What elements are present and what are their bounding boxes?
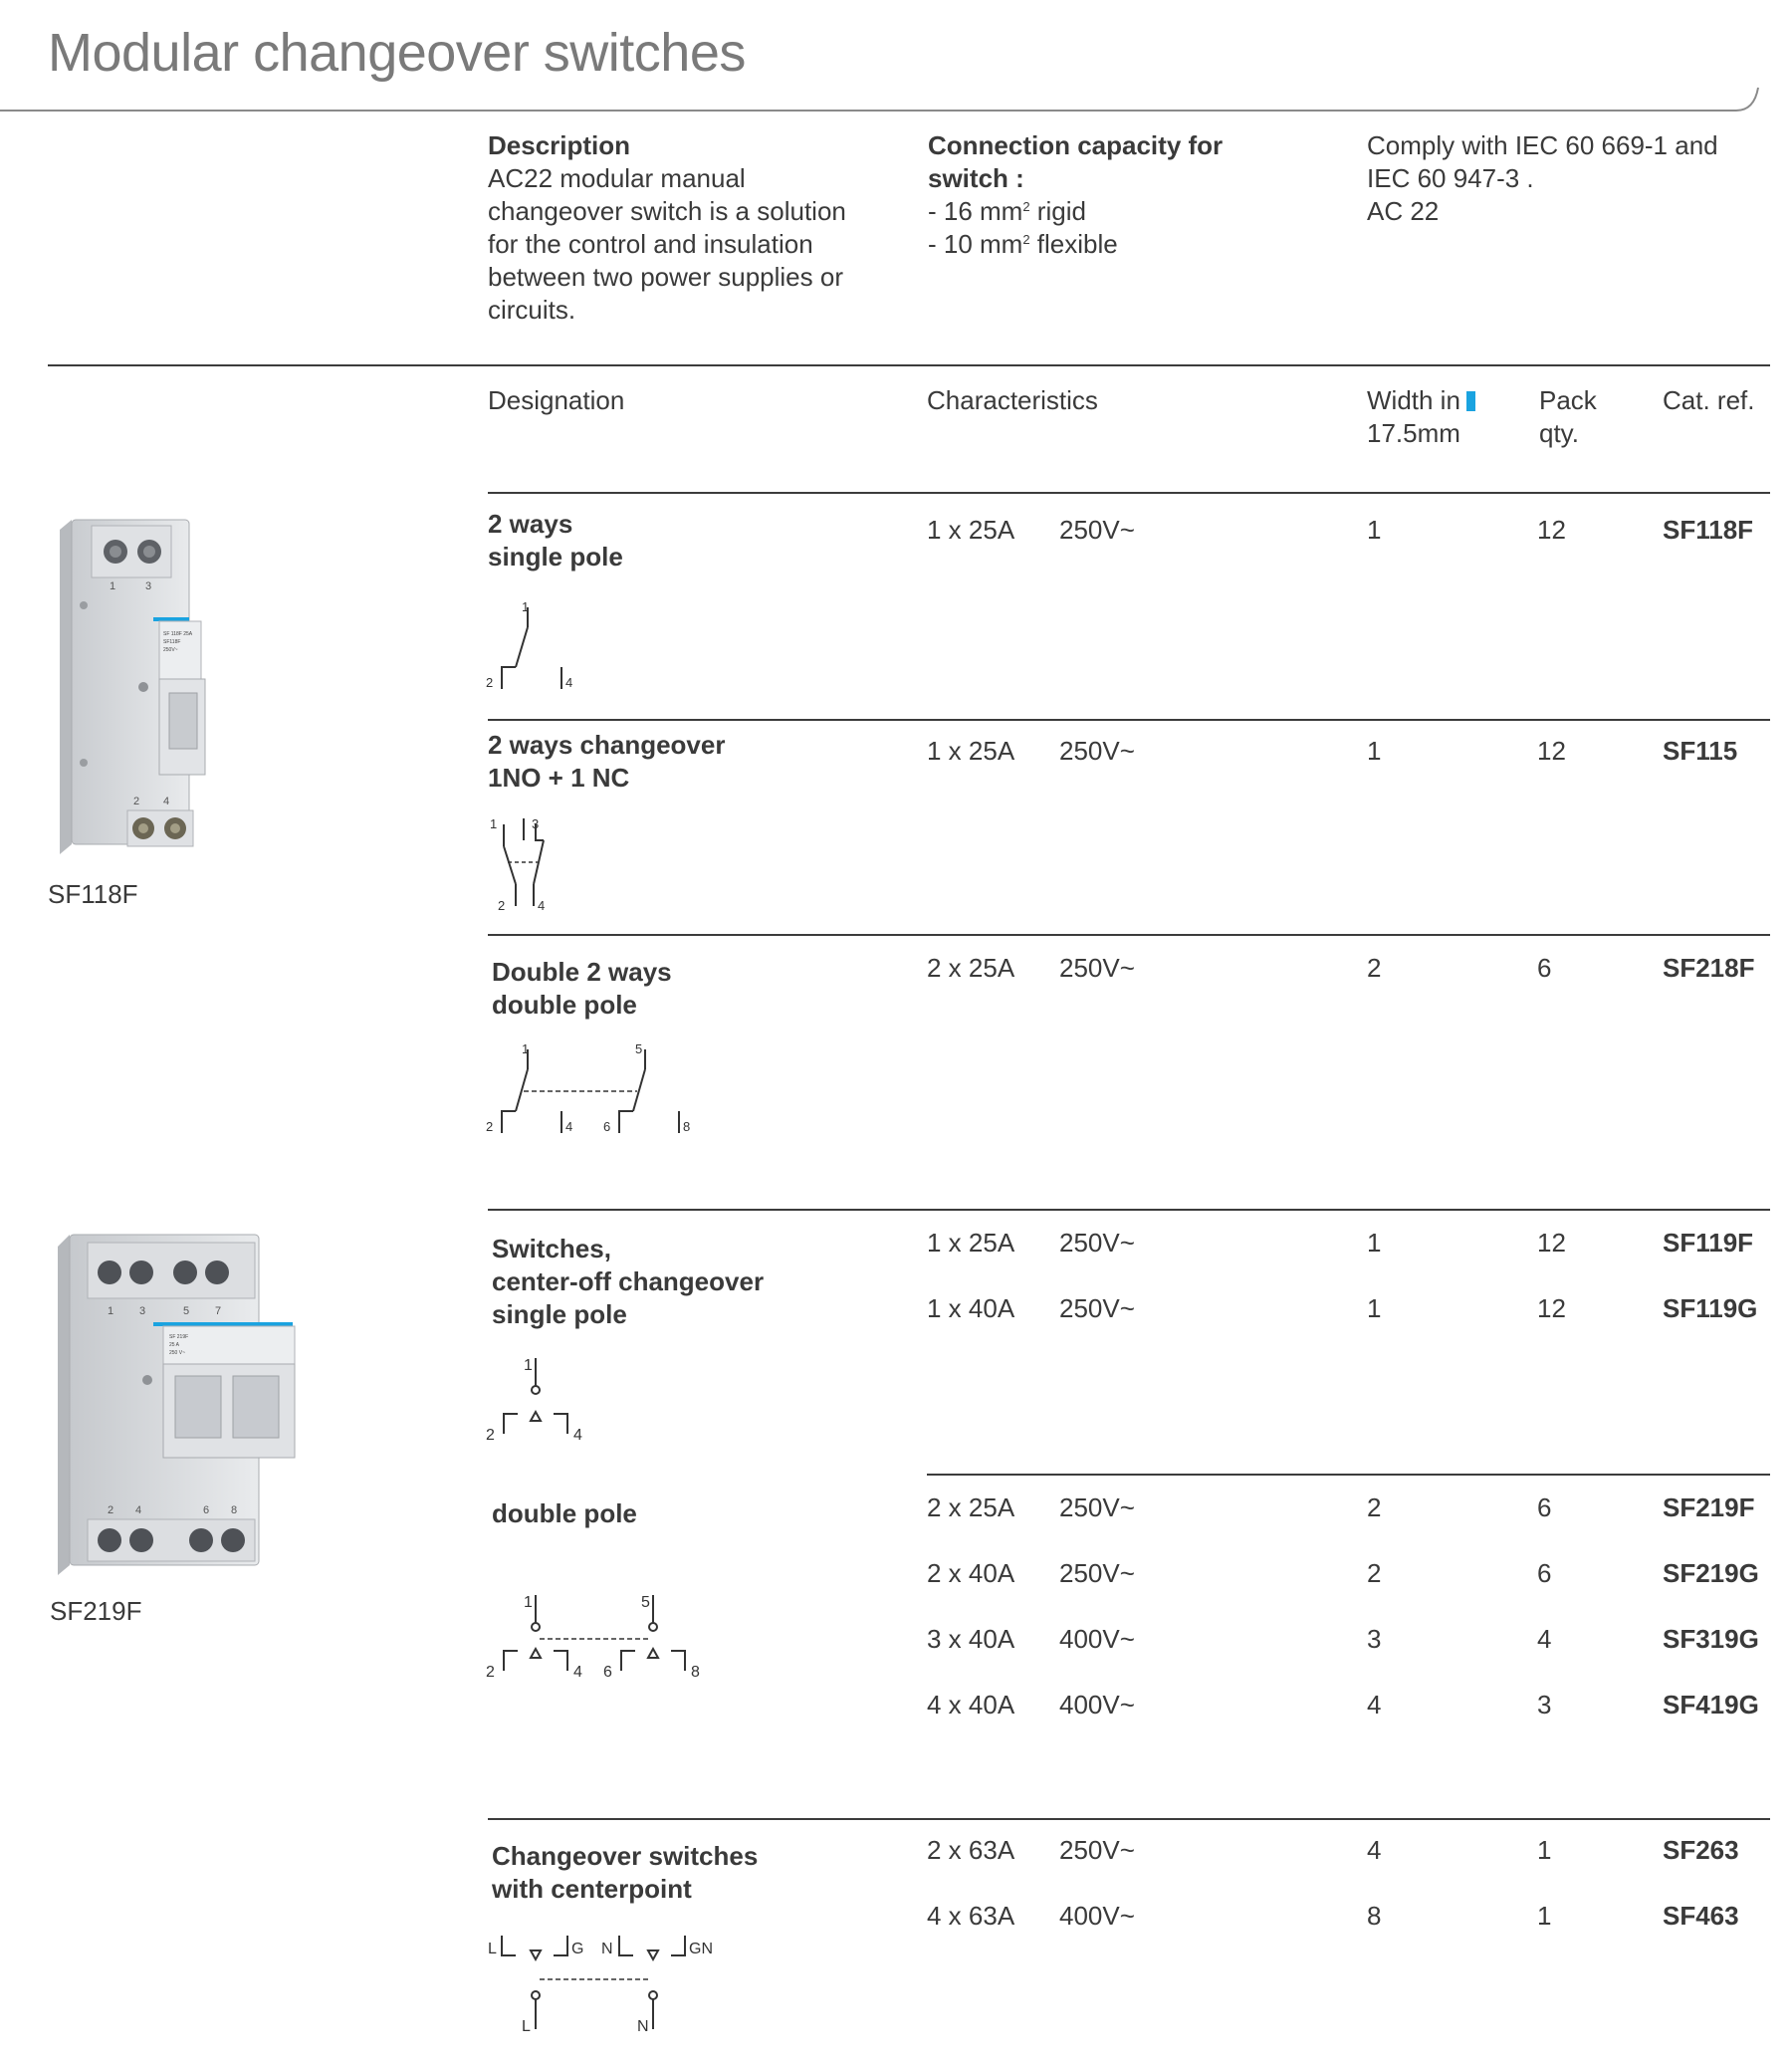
terminal-label: 6 (203, 1504, 210, 1516)
connection-flexible (928, 228, 1223, 261)
connection-rigid-text: - 16 $mm^2$ rigid (928, 196, 1086, 226)
row-characteristic: 2 x 25A (927, 953, 1015, 983)
row-width: 8 (1367, 1901, 1382, 1931)
page-title: Modular changeover switches (48, 23, 746, 83)
designation-line: Changeover switches (492, 1841, 759, 1871)
terminal-label: 4 (163, 796, 170, 807)
connection-heading: Connection capacity for (928, 130, 1224, 160)
terminal-label: 4 (135, 1504, 142, 1516)
row-pack: 12 (1537, 515, 1566, 545)
diagram-label: 4 (538, 898, 546, 913)
row-width: 2 (1367, 1492, 1382, 1522)
row-pack: 6 (1537, 953, 1552, 983)
row-pack: 4 (1537, 1624, 1552, 1654)
header-width (1367, 384, 1475, 450)
row-divider (488, 492, 1770, 494)
diagram-label: 2 (486, 675, 494, 690)
terminal-label: 5 (183, 1305, 190, 1317)
connection-rigid (928, 195, 1223, 228)
row-voltage: 400V~ (1059, 1901, 1135, 1931)
row-divider (488, 1209, 1770, 1211)
row-width: 4 (1367, 1835, 1382, 1865)
header-characteristics: Characteristics (927, 385, 1098, 415)
row-characteristic: 3 x 40A (927, 1624, 1015, 1654)
diagram-label: N (601, 1941, 613, 1957)
diagram-label: L (488, 1941, 497, 1957)
wiring-diagram-double-2way (482, 1035, 701, 1141)
diagram-label: 3 (532, 816, 540, 831)
diagram-label: N (637, 2018, 649, 2035)
designation-line: center-off changeover (492, 1266, 765, 1296)
designation-line: with centerpoint (492, 1874, 692, 1904)
row-characteristic: 2 x 40A (927, 1558, 1015, 1588)
row-voltage: 250V~ (1059, 1293, 1135, 1323)
row-characteristic: 2 x 25A (927, 1492, 1015, 1522)
diagram-label: 2 (486, 1427, 495, 1444)
product-image-sf219f (48, 1231, 307, 1579)
row-pack: 12 (1537, 1293, 1566, 1323)
designation-line: 1NO + 1 NC (488, 763, 630, 793)
module-marker-icon (1466, 391, 1475, 411)
row-width: 1 (1367, 515, 1382, 545)
row-divider (488, 1818, 1770, 1820)
row-catref: SF263 (1663, 1835, 1739, 1865)
terminal-label: 2 (133, 796, 140, 807)
row-voltage: 250V~ (1059, 1492, 1135, 1522)
product-image-label: SF118F (48, 879, 138, 909)
row-voltage: 400V~ (1059, 1624, 1135, 1654)
description-line: changeover switch is a solution (488, 196, 846, 226)
diagram-label: 4 (565, 1119, 573, 1134)
product-image-label: SF219F (50, 1596, 142, 1626)
comply-line: AC 22 (1367, 196, 1440, 226)
diagram-label: 1 (490, 816, 498, 831)
designation (492, 1497, 637, 1530)
connection-block (928, 129, 1223, 261)
description-line: between two power supplies or (488, 262, 843, 292)
row-width: 1 (1367, 1293, 1382, 1323)
row-pack: 3 (1537, 1690, 1552, 1719)
designation (492, 1233, 764, 1331)
designation (492, 956, 672, 1022)
description-block (488, 129, 846, 327)
diagram-label: 4 (573, 1427, 582, 1444)
designation-line: double pole (492, 1498, 637, 1528)
header-pack-line2: qty. (1539, 418, 1579, 448)
row-voltage: 250V~ (1059, 1228, 1135, 1258)
connection-heading: switch : (928, 163, 1024, 193)
row-catref: SF419G (1663, 1690, 1759, 1719)
header-width-line2: 17.5mm (1367, 418, 1460, 448)
row-voltage: 250V~ (1059, 1835, 1135, 1865)
terminal-label: 3 (139, 1305, 146, 1317)
row-characteristic: 1 x 40A (927, 1293, 1015, 1323)
designation (488, 729, 725, 795)
header-designation: Designation (488, 385, 625, 415)
diagram-label: 2 (486, 1664, 495, 1681)
row-catref: SF219F (1663, 1492, 1755, 1522)
description-line: circuits. (488, 295, 576, 325)
wiring-diagram-2way-single-pole (482, 593, 591, 697)
diagram-label: GN (689, 1941, 713, 1957)
front-text: SF 219F (169, 1334, 189, 1340)
row-voltage: 250V~ (1059, 953, 1135, 983)
row-characteristic: 1 x 25A (927, 736, 1015, 766)
description-heading: Description (488, 130, 631, 160)
terminal-label: 1 (108, 1305, 114, 1317)
row-catref: SF119G (1663, 1293, 1758, 1323)
diagram-label: 5 (641, 1594, 650, 1611)
row-catref: SF218F (1663, 953, 1755, 983)
row-characteristic: 4 x 63A (927, 1901, 1015, 1931)
row-width: 1 (1367, 736, 1382, 766)
comply-line: Comply with IEC 60 669-1 and (1367, 130, 1718, 160)
row-voltage: 250V~ (1059, 736, 1135, 766)
row-divider (488, 934, 1770, 936)
designation-line: 2 ways changeover (488, 730, 726, 760)
terminal-label: 2 (108, 1504, 114, 1516)
diagram-label: 4 (573, 1664, 582, 1681)
row-catref: SF219G (1663, 1558, 1759, 1588)
diagram-label: 1 (524, 1357, 533, 1374)
diagram-label: 6 (603, 1119, 611, 1134)
row-pack: 6 (1537, 1558, 1552, 1588)
row-pack: 12 (1537, 1228, 1566, 1258)
row-width: 2 (1367, 953, 1382, 983)
diagram-label: 8 (683, 1119, 691, 1134)
title-rule (0, 80, 1792, 119)
header-pack (1539, 384, 1597, 450)
row-divider (488, 719, 1770, 721)
designation-line: double pole (492, 990, 637, 1020)
diagram-label: 1 (522, 599, 530, 614)
row-width: 3 (1367, 1624, 1382, 1654)
diagram-label: L (522, 2018, 531, 2035)
front-text: 250V~ (163, 647, 178, 653)
row-pack: 12 (1537, 736, 1566, 766)
front-text: SF118F (163, 639, 181, 645)
comply-line: IEC 60 947-3 . (1367, 163, 1534, 193)
row-voltage: 400V~ (1059, 1690, 1135, 1719)
front-text: 250 V~ (169, 1350, 185, 1356)
diagram-label: 6 (603, 1664, 612, 1681)
product-image-sf118f (48, 516, 237, 859)
wiring-diagram-center-off-single-pole (482, 1350, 601, 1446)
diagram-label: 2 (498, 898, 506, 913)
row-width: 1 (1367, 1228, 1382, 1258)
wiring-diagram-center-off-double-pole (482, 1587, 721, 1683)
diagram-label: 2 (486, 1119, 494, 1134)
row-voltage: 250V~ (1059, 515, 1135, 545)
row-pack: 6 (1537, 1492, 1552, 1522)
row-pack: 1 (1537, 1901, 1552, 1931)
row-catref: SF463 (1663, 1901, 1739, 1931)
row-pack: 1 (1537, 1835, 1552, 1865)
wiring-diagram-changeover-1no-1nc (482, 810, 591, 914)
terminal-label: 3 (145, 580, 152, 592)
diagram-label: 5 (635, 1041, 643, 1056)
description-line: for the control and insulation (488, 229, 813, 259)
connection-flexible-text: - 10 $mm^2$ flexible (928, 229, 1118, 259)
row-characteristic: 1 x 25A (927, 1228, 1015, 1258)
row-width: 2 (1367, 1558, 1382, 1588)
diagram-label: 8 (691, 1664, 700, 1681)
row-voltage: 250V~ (1059, 1558, 1135, 1588)
designation-line: Switches, (492, 1234, 611, 1263)
row-characteristic: 4 x 40A (927, 1690, 1015, 1719)
diagram-label: 4 (565, 675, 573, 690)
diagram-label: 1 (522, 1041, 530, 1056)
front-text: 25 A (169, 1342, 180, 1348)
header-catref: Cat. ref. (1663, 385, 1755, 415)
designation (488, 508, 623, 573)
terminal-label: 1 (110, 580, 116, 592)
row-catref: SF115 (1663, 736, 1738, 766)
row-catref: SF118F (1663, 515, 1754, 545)
terminal-label: 7 (215, 1305, 222, 1317)
row-characteristic: 2 x 63A (927, 1835, 1015, 1865)
wiring-diagram-centerpoint (482, 1928, 741, 2037)
designation-line: 2 ways (488, 509, 573, 539)
designation (492, 1840, 758, 1906)
section-divider (48, 364, 1770, 366)
designation-line: single pole (492, 1299, 627, 1329)
row-divider (927, 1474, 1770, 1476)
comply-block (1367, 129, 1718, 228)
terminal-label: 8 (231, 1504, 238, 1516)
header-pack-line1: Pack (1539, 385, 1597, 415)
row-width: 4 (1367, 1690, 1382, 1719)
designation-line: single pole (488, 542, 623, 572)
diagram-label: 1 (524, 1594, 533, 1611)
row-characteristic: 1 x 25A (927, 515, 1015, 545)
description-line: AC22 modular manual (488, 163, 746, 193)
row-catref: SF119F (1663, 1228, 1754, 1258)
row-catref: SF319G (1663, 1624, 1759, 1654)
designation-line: Double 2 ways (492, 957, 672, 987)
diagram-label: G (571, 1941, 584, 1957)
header-width-line1: Width in (1367, 385, 1460, 415)
front-text: SF 118F 25A (163, 631, 193, 637)
